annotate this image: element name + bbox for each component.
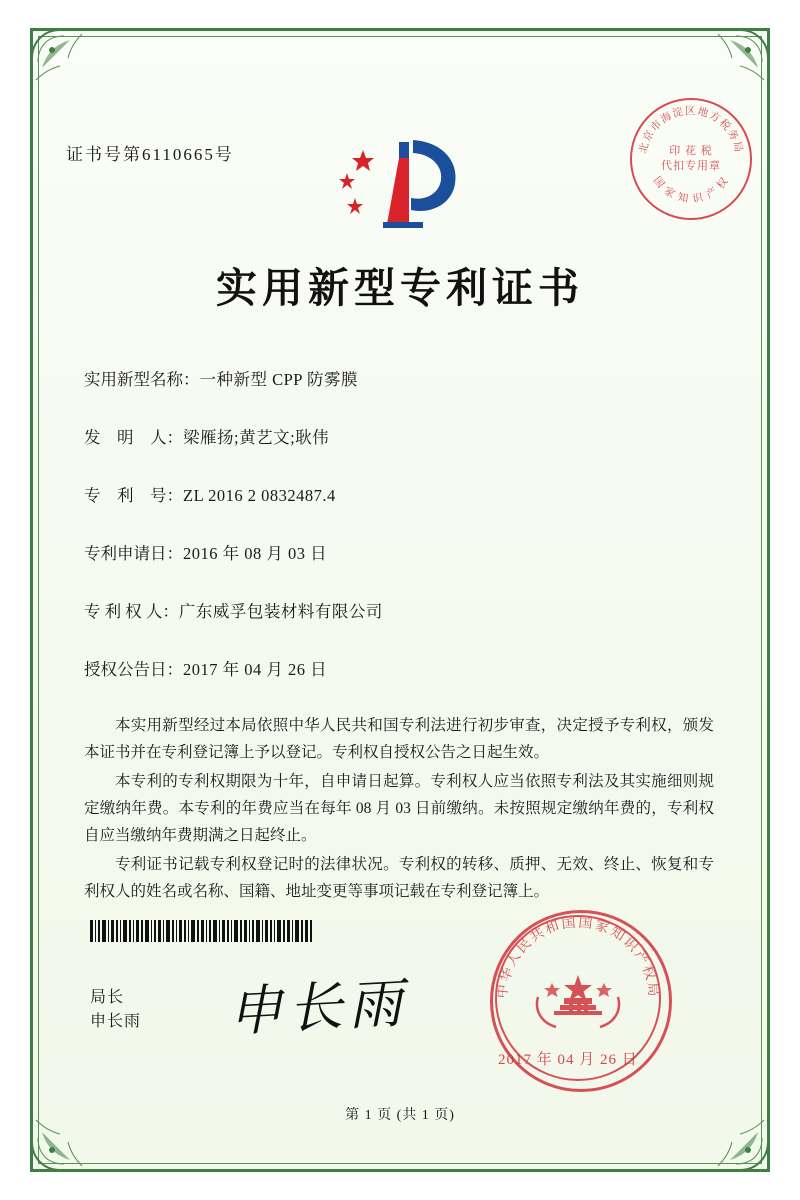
field-row (84, 366, 704, 390)
paragraph: 专利证书记载专利权登记时的法律状况。专利权的转移、质押、无效、终止、恢复和专利权人的姓名或名称、国籍、地址变更等事项记载在专利登记簿上。 (84, 856, 714, 900)
paragraph: 本专利的专利权期限为十年，自申请日起算。专利权人应当依照专利法及其实施细则规定缴纳年费。本专利的年费应当在每年 08 月 03 日前缴纳。未按照规定缴纳年费的，专利权自应当缴纳年费期满之日起终止。 (84, 773, 714, 844)
field-value: 一种新型 CPP 防雾膜 (199, 370, 358, 389)
tax-stamp-seal (630, 98, 752, 220)
field-row (84, 540, 704, 564)
certificate-number: 证书号第6110665号 (66, 145, 234, 164)
field-row (84, 656, 704, 680)
field-list (84, 366, 704, 714)
field-label: 实用新型名称： (84, 370, 200, 389)
field-label: 授权公告日： (84, 660, 183, 679)
field-value: 2017 年 04 月 26 日 (183, 660, 328, 679)
field-value: 广东威孚包装材料有限公司 (178, 602, 383, 621)
field-label: 专利申请日： (84, 544, 183, 563)
page-footer: 第 1 页 (共 1 页) (345, 1108, 455, 1123)
field-row (84, 482, 704, 506)
director-label: 局长 (90, 989, 125, 1006)
director-name: 申长雨 (90, 1013, 142, 1030)
official-seal-arc-text: 中华人民共和国国家知识产权局 (495, 915, 661, 1000)
field-label: 专 利 号： (84, 486, 183, 505)
tax-seal-arc-top: 北京市海淀区地方税务局 (638, 106, 744, 155)
corner-ornament-icon (30, 28, 94, 92)
barcode (90, 920, 315, 942)
field-value: 2016 年 08 月 03 日 (183, 544, 328, 563)
field-row (84, 598, 704, 622)
paragraph: 本实用新型经过本局依照中华人民共和国专利法进行初步审查，决定授予专利权，颁发本证书并在专利登记簿上予以登记。专利权自授权公告之日起生效。 (84, 717, 714, 761)
page-title: 实用新型专利证书 (216, 265, 584, 311)
field-value: 梁雁扬;黄艺文;耿伟 (183, 428, 330, 447)
sipo-logo-icon (325, 128, 475, 238)
tax-seal-line1: 印 花 税 (669, 145, 713, 157)
handwritten-signature: 申长雨 (226, 973, 410, 1043)
field-label: 发 明 人： (84, 428, 183, 447)
field-row (84, 424, 704, 448)
tax-seal-arc-bottom: 国 家 知 识 产 权 (650, 175, 732, 206)
svg-text:国 家 知 识 产 权 (651, 174, 732, 205)
field-label: 专 利 权 人： (84, 602, 179, 621)
signature-block (90, 986, 141, 1034)
tax-seal-center (661, 144, 721, 174)
corner-ornament-icon (706, 28, 770, 92)
seal-date: 2017 年 04 月 26 日 (498, 1052, 638, 1068)
field-value: ZL 2016 2 0832487.4 (183, 486, 336, 505)
tax-seal-line2: 代扣专用章 (661, 160, 721, 172)
body-text (84, 712, 714, 907)
